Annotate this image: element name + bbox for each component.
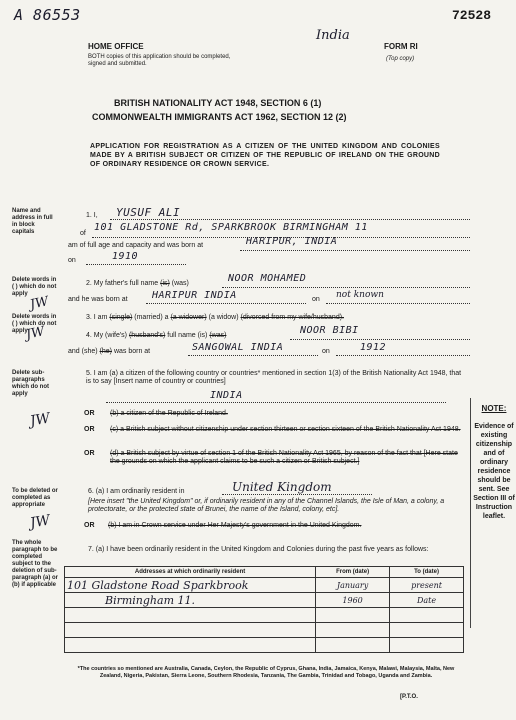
form-id: FORM RI — [384, 42, 418, 51]
row-from-1: January — [316, 578, 390, 593]
row-address-1: 101 Gladstone Road Sparkbrook — [65, 578, 316, 593]
s3-text: 3. I am — [86, 314, 108, 321]
act-title-2: COMMONWEALTH IMMIGRANTS ACT 1962, SECTION 12 (2) — [92, 112, 347, 122]
copies-instruction: BOTH copies of this application should be completed, signed and submitted. — [88, 54, 231, 67]
home-office-label: HOME OFFICE — [88, 42, 144, 51]
initials-mark-3: JW — [28, 410, 52, 430]
residence-country: United Kingdom — [232, 480, 332, 494]
father-birth-date: not known — [336, 290, 384, 300]
note-heading: NOTE: — [481, 404, 507, 413]
s1-birth-text: am of full age and capacity and was born at — [68, 242, 204, 249]
table-row — [65, 638, 464, 653]
application-intro: APPLICATION FOR REGISTRATION AS A CITIZEN OF THE UNITED KINGDOM AND COLONIES MADE BY A BRITISH SUBJECT OR CITIZEN OF THE REPUBLIC OF IRELAND ON THE GROUND OF ORDINARY RESIDENCE OR CROWN SERVICE. — [90, 143, 440, 168]
s2-on: on — [312, 296, 320, 303]
copy-label: (Top copy) — [386, 56, 415, 62]
s6-a: 6. (a) I am ordinarily resident in — [88, 488, 185, 495]
s1-of: of — [80, 230, 86, 237]
s2-text-b: and he was born at — [68, 296, 128, 303]
side-note-delete-sub: Delete sub-paragraphs which do not apply — [12, 370, 49, 397]
applicant-address: 101 GLADSTONE Rd, SPARKBROOK BIRMINGHAM 11 — [94, 222, 368, 233]
col-from: From (date) — [316, 567, 390, 578]
s5-c: (c) a British subject without citizenship under section thirteen or section sixteen of the British Nationality Act 1948. — [110, 426, 461, 433]
col-addresses: Addresses at which ordinarily resident — [65, 567, 316, 578]
s3-single: (single) — [109, 314, 133, 321]
s5-intro: 5. I am (a) a citizen of the following country or countries* mentioned in section 1(3) of the British Nationality Act 1948, that is to say [Insert name of country or countries] — [86, 370, 462, 385]
s5-b: (b) a citizen of the Republic of Ireland. — [110, 410, 228, 417]
row-to-2: Date — [390, 593, 464, 608]
citizenship-country: INDIA — [210, 390, 243, 401]
applicant-birth-place: HARIPUR, INDIA — [246, 236, 338, 247]
table-row — [65, 578, 464, 593]
s2-is: (is) — [160, 280, 170, 287]
s5-or-1: OR — [84, 410, 95, 417]
spouse-birth-place: SANGOWAL INDIA — [192, 342, 284, 353]
s3-widower: (a widower) — [170, 314, 207, 321]
s5-d: (d) a British subject by virtue of section 1 of the British Nationality Act 1965, by reason of the fact that [Here state the grounds on which the applicant claims to be such a citizen or British subject.] — [110, 450, 458, 465]
row-to-1: present — [390, 578, 464, 593]
row-address-2: Birmingham 11. — [65, 593, 316, 608]
s3-divorced: (divorced from my wife/husband). — [240, 314, 344, 321]
side-note-para-7: The whole paragraph to be completed subject to the deletion of sub-paragraph (a) or (b) if applicable — [12, 540, 59, 588]
s2-was: (was) — [171, 280, 189, 287]
initials-mark-4: JW — [28, 512, 52, 532]
father-name: NOOR MOHAMED — [228, 273, 307, 284]
s4-on: on — [322, 348, 330, 355]
father-birth-place: HARIPUR INDIA — [152, 290, 237, 301]
handwritten-country-note: India — [316, 28, 350, 43]
pto-label: [P.T.O. — [400, 694, 418, 700]
s4-he: (he) — [99, 348, 112, 355]
s4-husband: (husband's) — [128, 332, 166, 339]
spouse-name: NOOR BIBI — [300, 325, 359, 336]
s6-note: [Here insert "the United Kingdom" or, if ordinarily resident in any of the Channel Islands, the Isle of Man, a colony, a protectorate, or the protected state of Brunei, the name of the Island, colony, etc]. — [88, 498, 445, 513]
applicant-birth-date: 1910 — [112, 251, 139, 262]
table-row — [65, 608, 464, 623]
side-note-delete-6: To be deleted or completed as appropriate — [12, 488, 58, 508]
applicant-name: YUSUF ALI — [116, 206, 181, 219]
s4-text-d: was born at — [113, 348, 151, 355]
initials-mark-2: JW — [24, 324, 46, 343]
side-note-delete-2: Delete words in ( ) which do not apply — [12, 314, 57, 334]
s4-was: (was) — [209, 332, 227, 339]
s1-on: on — [68, 257, 76, 264]
spouse-birth-date: 1912 — [360, 342, 387, 353]
side-note-delete-1: Delete words in ( ) which do not apply — [12, 277, 57, 297]
s1-prefix: 1. I, — [86, 212, 98, 219]
table-row — [65, 623, 464, 638]
s3-a: a — [164, 314, 169, 321]
note-panel — [470, 398, 513, 628]
countries-footnote: *The countries so mentioned are Australia, Canada, Ceylon, the Republic of Cyprus, Ghana, India, Jamaica, Kenya, Malawi, Malaysia, Malta, New Zealand, Nigeria, Pakistan, Sierra Leone, Southern Rhodesia, Tanzania, The Gambia, Trinidad and Tobago, Uganda and Zambia. — [77, 666, 455, 679]
side-note-name-address: Name and address in full in block capitals — [12, 208, 53, 235]
s2-text-a: 2. My father's full name — [86, 280, 159, 287]
serial-number: 72528 — [452, 8, 492, 23]
s4-text-a: 4. My (wife's) — [86, 332, 128, 339]
act-title-1: BRITISH NATIONALITY ACT 1948, SECTION 6 (1) — [114, 98, 322, 108]
col-to: To (date) — [390, 567, 464, 578]
s5-or-2: OR — [84, 426, 95, 433]
s6-b: (b) I am in Crown service under Her Majesty's government in the United Kingdom. — [108, 522, 362, 529]
file-reference: A 86553 — [14, 6, 81, 24]
initials-mark-1: JW — [28, 294, 50, 313]
s7-text: 7. (a) I have been ordinarily resident in the United Kingdom and Colonies during the past five years as follows: — [88, 546, 429, 553]
s4-text-c: and (she) — [68, 348, 98, 355]
note-text: Evidence of existing citizenship and of ordinary residence should be sent. See Section III of Instruction leaflet. — [473, 423, 515, 520]
s3-widow: (a widow) — [208, 314, 239, 321]
row-from-2: 1960 — [316, 593, 390, 608]
s6-or: OR — [84, 522, 95, 529]
s4-text-b: full name (is) — [167, 332, 208, 339]
s3-married: (married) — [134, 314, 163, 321]
table-row — [65, 593, 464, 608]
s5-or-3: OR — [84, 450, 95, 457]
residence-table — [64, 566, 464, 653]
